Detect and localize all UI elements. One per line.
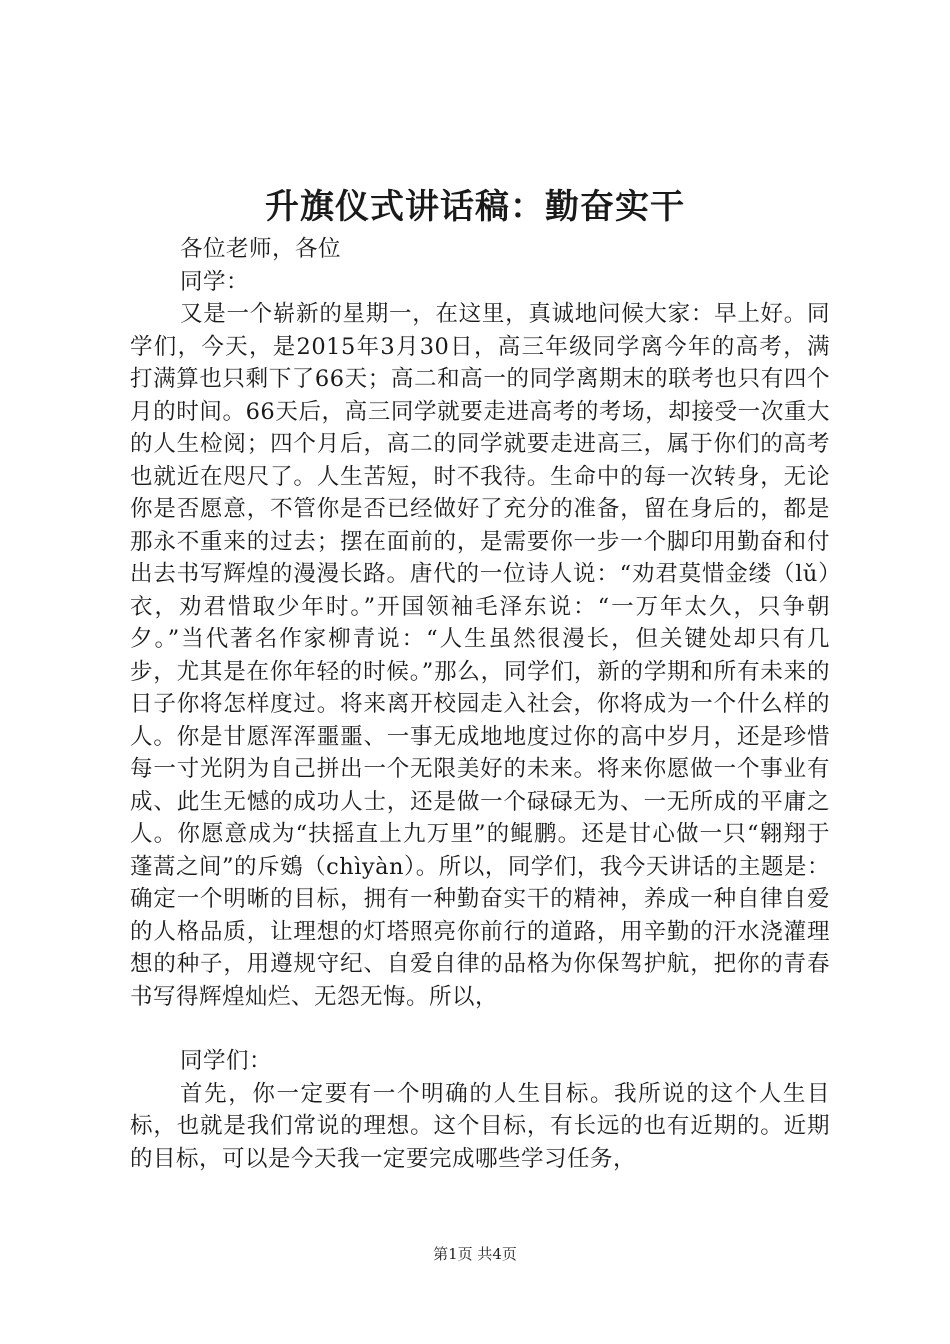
salutation-line-2: 同学：	[180, 268, 250, 295]
document-body	[130, 233, 830, 1175]
page-number-footer: 第1页 共4页	[433, 1245, 517, 1263]
salutation-2: 同学们：	[180, 1048, 273, 1074]
paragraph-spacer	[130, 1013, 830, 1045]
document-title: 升旗仪式讲话稿：勤奋实干	[265, 187, 685, 227]
paragraph-1: 又是一个崭新的星期一，在这里，真诚地问候大家：早上好。同学们，今天，是2015年3月30日，高三年级同学离今年的高考，满打满算也只剩下了66天；高二和高一的同学离期末的联考也只有四个月的时间。66天后，高三同学就要走进高考的考场，却接受一次重大的人生检阅；四个月后，高二的同学就要走进高三，属于你们的高考也就近在咫尺了。人生苦短，时不我待。生命中的每一次转身，无论你是否愿意，不管你是否已经做好了充分的准备，留在身后的，都是那永不重来的过去；摆在面前的，是需要你一步一个脚印用勤奋和付出去书写辉煌的漫漫长路。唐代的一位诗人说：“劝君莫惜金缕（lǔ）衣，劝君惜取少年时。”开国领袖毛泽东说：“一万年太久，只争朝夕。”当代著名作家柳青说：“人生虽然很漫长，但关键处却只有几步，尤其是在你年轻的时候。”那么，同学们，新的学期和所有未来的日子你将怎样度过。将来离开校园走入社会，你将成为一个什么样的人。你是甘愿浑浑噩噩、一事无成地地度过你的高中岁月，还是珍惜每一寸光阴为自己拼出一个无限美好的未来。将来你愿做一个事业有成、此生无憾的成功人士，还是做一个碌碌无为、一无所成的平庸之人。你愿意成为“扶摇直上九万里”的鲲鹏。还是甘心做一只“翱翔于蓬蒿之间”的斥鴳（chìyàn）。所以，同学们，我今天讲话的主题是：确定一个明晰的目标，拥有一种勤奋实干的精神，养成一种自律自爱的人格品质，让理想的灯塔照亮你前行的道路，用辛勤的汗水浇灌理想的种子，用遵规守纪、自爱自律的品格为你保驾护航，把你的青春书写得辉煌灿烂、无怨无悔。所以，	[130, 301, 830, 1010]
salutation-line-1: 各位老师，各位	[180, 236, 342, 262]
paragraph-2: 首先，你一定要有一个明确的人生目标。我所说的这个人生目标，也就是我们常说的理想。这个目标，有长远的也有近期的。近期的目标，可以是今天我一定要完成哪些学习任务，	[130, 1080, 830, 1172]
